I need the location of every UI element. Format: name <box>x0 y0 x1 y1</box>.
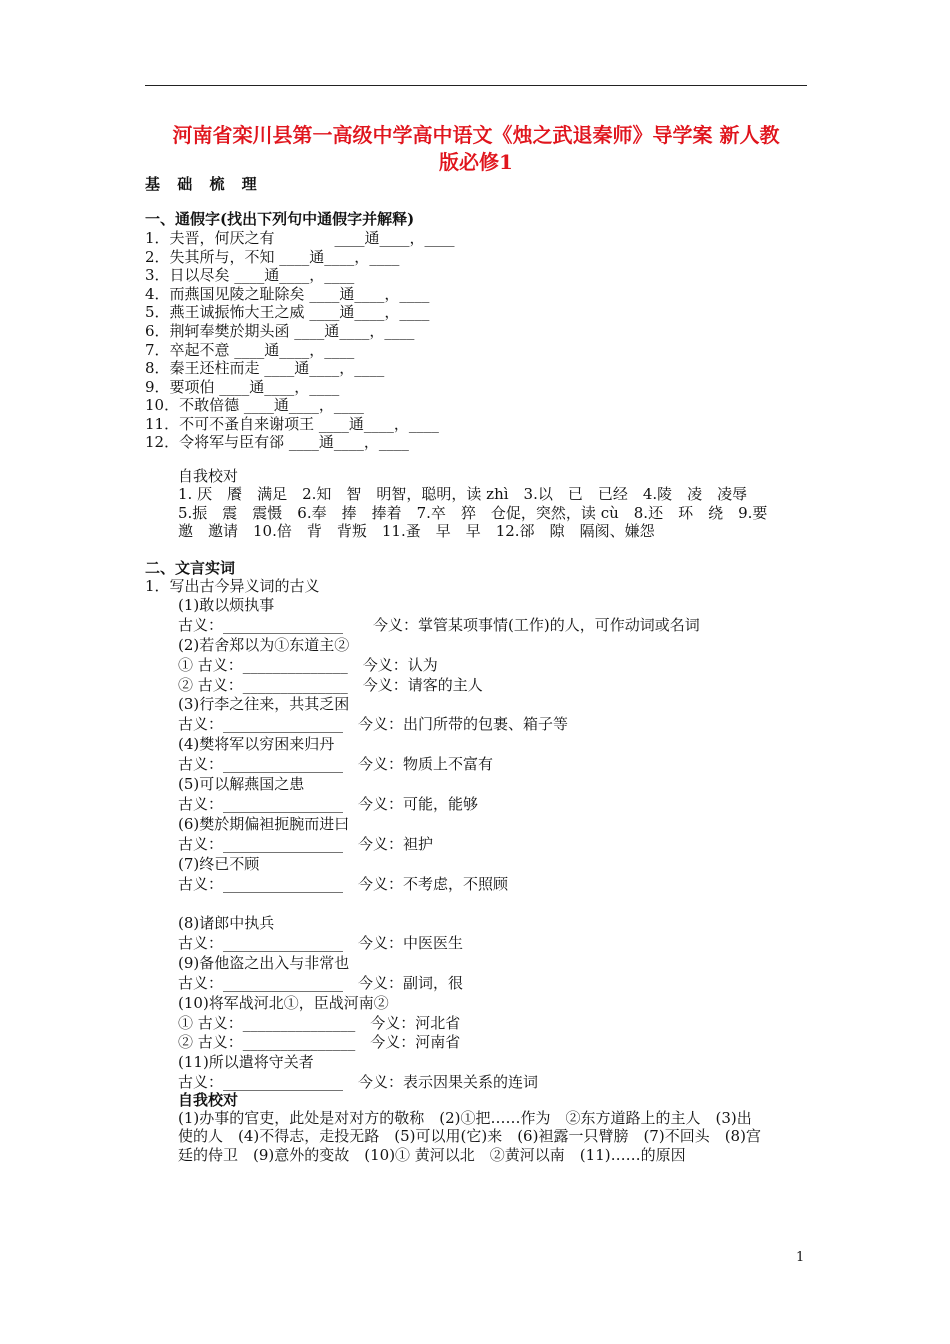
self-check-line: 5.振 震 震慑 6.奉 捧 捧着 7.卒 猝 仓促，突然，读 cù 8.还 环 绕 9.要 <box>178 504 768 522</box>
part2-subheading: 1．写出古今异义词的古义 <box>145 577 320 595</box>
answer-line: ① 古义：______________ 今义：认为 <box>178 656 438 674</box>
list-item: 7．卒起不意 ____通____，____ <box>145 341 355 359</box>
list-item: 3．日以尽矣 ____通____，____ <box>145 266 355 284</box>
answer-line: ② 古义：_______________ 今义：河南省 <box>178 1033 461 1051</box>
part2-heading: 二、文言实词 <box>145 559 236 577</box>
list-item: 12．令将军与臣有郤 ____通____，____ <box>145 433 409 451</box>
answer-line: 古义：________________ 今义：表示因果关系的连词 <box>178 1073 539 1091</box>
list-item: 5．燕王诚振怖大王之威 ____通____，____ <box>145 303 430 321</box>
list-item: 4．而燕国见陵之耻除矣 ____通____，____ <box>145 285 430 303</box>
self-check-line: (1)办事的官吏，此处是对对方的敬称 (2)①把……作为 ②东方道路上的主人 (3)出 <box>178 1109 752 1127</box>
question-line: (10)将军战河北①，臣战河南② <box>178 994 389 1012</box>
answer-line: ① 古义：_______________ 今义：河北省 <box>178 1014 461 1032</box>
answer-line: 古义：________________ 今义：出门所带的包裹、箱子等 <box>178 715 569 733</box>
answer-line: 古义：________________ 今义：不考虑，不照顾 <box>178 875 509 893</box>
question-line: (7)终已不顾 <box>178 855 260 873</box>
question-line: (1)敢以烦执事 <box>178 596 275 614</box>
header-rule <box>145 85 807 86</box>
self-check-line: 1. 厌 餍 满足 2.知 智 明智，聪明，读 zhì 3.以 已 已经 4.陵 凌 凌辱 <box>178 485 748 503</box>
list-item: 8．秦王还柱而走 ____通____，____ <box>145 359 385 377</box>
question-line: (9)备他盗之出入与非常也 <box>178 954 350 972</box>
list-item: 10．不敢倍德 ____通____，____ <box>145 396 364 414</box>
question-line: (2)若舍郑以为①东道主② <box>178 636 350 654</box>
list-item: 6．荆轲奉樊於期头函 ____通____，____ <box>145 322 415 340</box>
self-check-line: 廷的侍卫 (9)意外的变故 (10)① 黄河以北 ②黄河以南 (11)……的原因 <box>178 1146 686 1164</box>
self-check-heading-2: 自我校对 <box>178 1091 239 1109</box>
answer-line: 古义：________________ 今义：中医医生 <box>178 934 464 952</box>
answer-line: 古义：________________ 今义：副词，很 <box>178 974 464 992</box>
question-line: (11)所以遣将守关者 <box>178 1053 314 1071</box>
answer-line: 古义：________________ 今义：掌管某项事情(工作)的人，可作动词或名词 <box>178 616 700 634</box>
section-heading-basic: 基 础 梳 理 <box>145 175 263 193</box>
answer-line: 古义：________________ 今义：物质上不富有 <box>178 755 494 773</box>
page-number: 1 <box>796 1250 805 1265</box>
list-item: 11．不可不蚤自来谢项王 ____通____，____ <box>145 415 439 433</box>
title-line-2: 版必修1 <box>439 150 513 174</box>
self-check-line: 使的人 (4)不得志，走投无路 (5)可以用(它)来 (6)袒露一只臂膀 (7)不回头 (8)宫 <box>178 1127 761 1145</box>
list-item: 1．夫晋，何厌之有 ____通____，____ <box>145 229 455 247</box>
list-item: 9．要项伯 ____通____，____ <box>145 378 340 396</box>
part1-heading: 一、通假字(找出下列句中通假字并解释) <box>145 210 415 228</box>
question-line: (8)诸郎中执兵 <box>178 914 275 932</box>
question-line: (3)行李之往来，共其乏困 <box>178 695 350 713</box>
question-line: (4)樊将军以穷困来归丹 <box>178 735 335 753</box>
self-check-heading: 自我校对 <box>178 467 239 485</box>
question-line: (5)可以解燕国之患 <box>178 775 305 793</box>
document-title <box>145 122 807 176</box>
answer-line: 古义：________________ 今义：袒护 <box>178 835 434 853</box>
question-line: (6)樊於期偏袒扼腕而进曰 <box>178 815 350 833</box>
answer-line: 古义：________________ 今义：可能，能够 <box>178 795 479 813</box>
self-check-line: 邀 邀请 10.倍 背 背叛 11.蚤 早 早 12.郤 隙 隔阂、嫌怨 <box>178 522 655 540</box>
list-item: 2．失其所与，不知 ____通____，____ <box>145 248 400 266</box>
answer-line: ② 古义：______________ 今义：请客的主人 <box>178 676 483 694</box>
title-line-1: 河南省栾川县第一高级中学高中语文《烛之武退秦师》导学案 新人教 <box>172 123 780 147</box>
